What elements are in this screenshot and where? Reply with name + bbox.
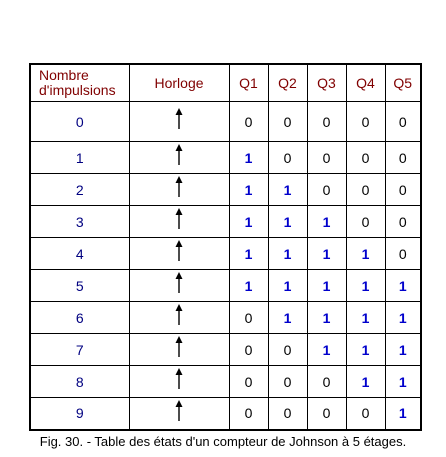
q4-state-cell: 1 <box>346 302 385 334</box>
clock-cell <box>129 142 229 174</box>
table-row <box>30 102 421 142</box>
clock-cell <box>129 102 229 142</box>
header-pulse-count-line1: Nombre <box>39 67 89 83</box>
q3-state-cell: 0 <box>307 174 346 206</box>
clock-cell <box>129 270 229 302</box>
q5-state-cell: 1 <box>385 334 421 366</box>
q3-state-cell: 0 <box>307 366 346 398</box>
pulse-count-cell: 2 <box>30 174 129 206</box>
pulse-count-cell: 4 <box>30 238 129 270</box>
q1-state-cell: 1 <box>229 174 268 206</box>
q2-state-cell: 1 <box>268 206 307 238</box>
up-arrow-icon <box>174 240 184 267</box>
up-arrow-icon <box>174 144 184 171</box>
q2-state-cell: 1 <box>268 270 307 302</box>
pulse-count-cell: 8 <box>30 366 129 398</box>
q5-state-cell: 1 <box>385 302 421 334</box>
q5-state-cell: 1 <box>385 398 421 430</box>
q1-state-cell: 0 <box>229 398 268 430</box>
table-row <box>30 238 421 270</box>
table-row <box>30 334 421 366</box>
clock-cell <box>129 302 229 334</box>
johnson-counter-state-table <box>29 63 422 431</box>
q4-state-cell: 0 <box>346 142 385 174</box>
up-arrow-icon <box>174 176 184 203</box>
q1-state-cell: 1 <box>229 238 268 270</box>
clock-cell <box>129 206 229 238</box>
q3-state-cell: 1 <box>307 206 346 238</box>
table-row <box>30 174 421 206</box>
table-row <box>30 398 421 430</box>
q4-state-cell: 1 <box>346 270 385 302</box>
clock-cell <box>129 238 229 270</box>
q2-state-cell: 0 <box>268 102 307 142</box>
q4-state-cell: 0 <box>346 102 385 142</box>
q4-state-cell: 1 <box>346 334 385 366</box>
q3-state-cell: 1 <box>307 238 346 270</box>
clock-cell <box>129 398 229 430</box>
q4-state-cell: 0 <box>346 174 385 206</box>
q2-state-cell: 0 <box>268 366 307 398</box>
header-clock: Horloge <box>129 64 229 102</box>
q1-state-cell: 0 <box>229 102 268 142</box>
header-q4: Q4 <box>346 64 385 102</box>
q3-state-cell: 0 <box>307 102 346 142</box>
up-arrow-icon <box>174 208 184 235</box>
q4-state-cell: 1 <box>346 238 385 270</box>
q4-state-cell: 0 <box>346 206 385 238</box>
q5-state-cell: 1 <box>385 270 421 302</box>
q3-state-cell: 1 <box>307 270 346 302</box>
q2-state-cell: 0 <box>268 334 307 366</box>
header-q1: Q1 <box>229 64 268 102</box>
q3-state-cell: 1 <box>307 334 346 366</box>
up-arrow-icon <box>174 108 184 135</box>
up-arrow-icon <box>174 400 184 427</box>
up-arrow-icon <box>174 368 184 395</box>
q1-state-cell: 1 <box>229 142 268 174</box>
up-arrow-icon <box>174 304 184 331</box>
clock-cell <box>129 366 229 398</box>
q1-state-cell: 0 <box>229 334 268 366</box>
table-row <box>30 270 421 302</box>
q5-state-cell: 0 <box>385 238 421 270</box>
q5-state-cell: 0 <box>385 142 421 174</box>
header-pulse-count-line2: d'impulsions <box>39 82 116 98</box>
q1-state-cell: 0 <box>229 302 268 334</box>
up-arrow-icon <box>174 336 184 363</box>
up-arrow-icon <box>174 272 184 299</box>
figure-caption: Fig. 30. - Table des états d'un compteur de Johnson à 5 étages. <box>39 434 407 449</box>
pulse-count-cell: 7 <box>30 334 129 366</box>
pulse-count-cell: 5 <box>30 270 129 302</box>
header-q3: Q3 <box>307 64 346 102</box>
q5-state-cell: 1 <box>385 366 421 398</box>
q2-state-cell: 1 <box>268 174 307 206</box>
q4-state-cell: 1 <box>346 366 385 398</box>
pulse-count-cell: 3 <box>30 206 129 238</box>
clock-cell <box>129 174 229 206</box>
q3-state-cell: 0 <box>307 142 346 174</box>
q3-state-cell: 1 <box>307 302 346 334</box>
q1-state-cell: 0 <box>229 366 268 398</box>
table-row <box>30 206 421 238</box>
header-q2: Q2 <box>268 64 307 102</box>
table-row <box>30 366 421 398</box>
q5-state-cell: 0 <box>385 102 421 142</box>
header-pulse-count <box>30 64 129 102</box>
q4-state-cell: 0 <box>346 398 385 430</box>
pulse-count-cell: 1 <box>30 142 129 174</box>
pulse-count-cell: 6 <box>30 302 129 334</box>
q2-state-cell: 0 <box>268 398 307 430</box>
q1-state-cell: 1 <box>229 206 268 238</box>
q5-state-cell: 0 <box>385 206 421 238</box>
table-row <box>30 142 421 174</box>
q2-state-cell: 1 <box>268 238 307 270</box>
q5-state-cell: 0 <box>385 174 421 206</box>
q2-state-cell: 0 <box>268 142 307 174</box>
table-header-row <box>30 64 421 102</box>
q3-state-cell: 0 <box>307 398 346 430</box>
q2-state-cell: 1 <box>268 302 307 334</box>
q1-state-cell: 1 <box>229 270 268 302</box>
header-q5: Q5 <box>385 64 421 102</box>
table-row <box>30 302 421 334</box>
clock-cell <box>129 334 229 366</box>
pulse-count-cell: 9 <box>30 398 129 430</box>
table-body <box>30 102 421 430</box>
pulse-count-cell: 0 <box>30 102 129 142</box>
